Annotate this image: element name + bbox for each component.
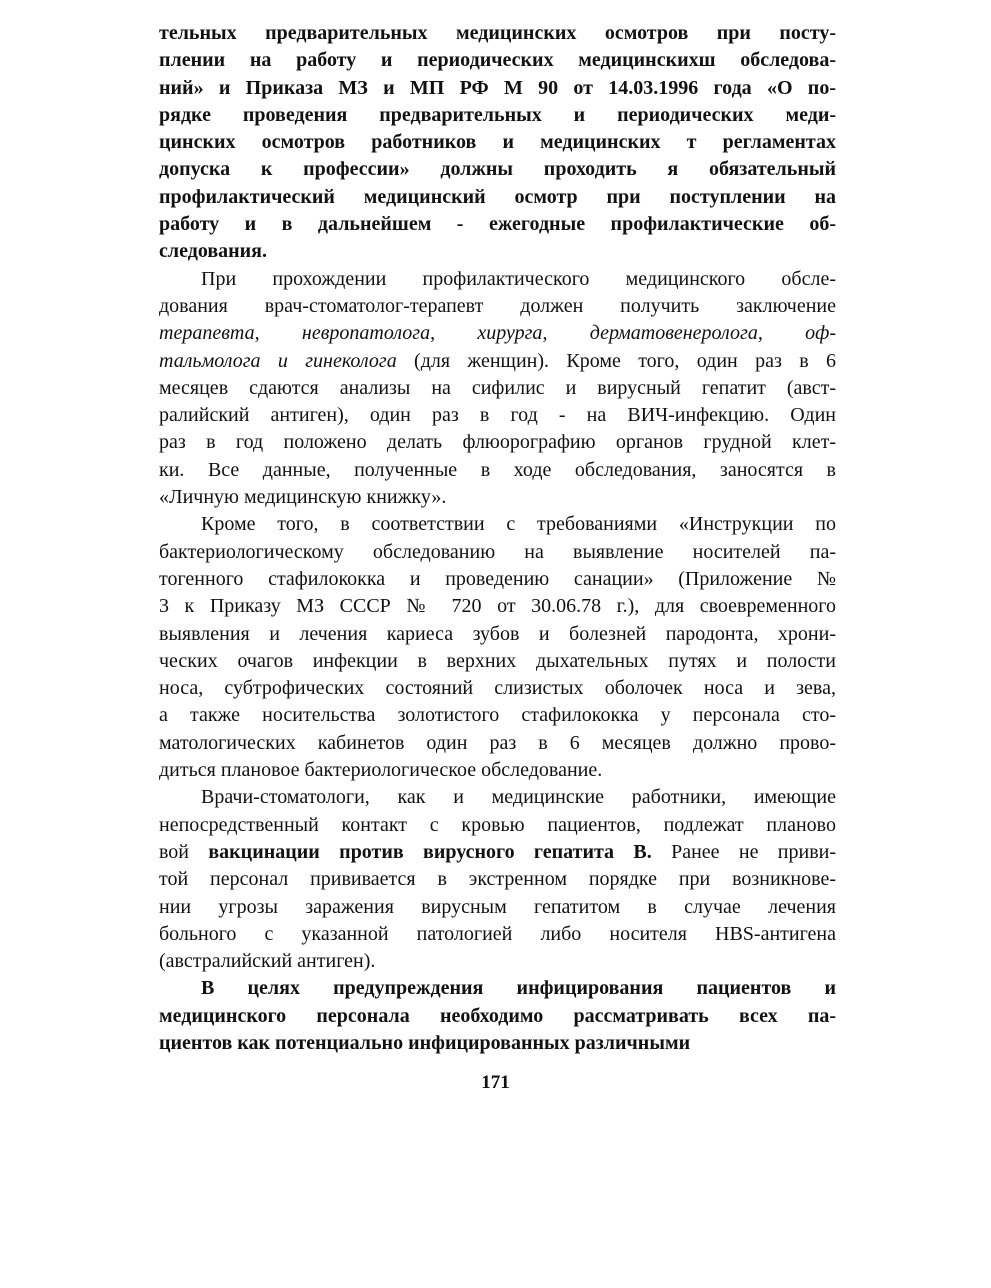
- text-segment: ческих очагов инфекции в верхних дыхательных путях и полости: [159, 649, 836, 672]
- text-line: [159, 348, 836, 375]
- bold-text: вакцинации против вирусного гепатита В.: [208, 840, 652, 863]
- text-line: [159, 784, 836, 811]
- bold-text: тельных предварительных медицинских осмотров при посту-: [159, 22, 836, 44]
- text-segment: Врачи-стоматологи, как и медицинские работники, имеющие: [201, 786, 836, 809]
- bold-text: профилактический медицинский осмотр при поступлении на: [159, 185, 836, 208]
- text-line: [159, 402, 836, 429]
- text-segment: непосредственный контакт с кровью пациентов, подлежат планово: [159, 813, 836, 836]
- text-segment: 3 к Приказу МЗ СССР № 720 от 30.06.78 г.), для своевременного: [159, 595, 836, 618]
- text-line: [159, 566, 836, 593]
- text-segment: ,: [254, 322, 302, 345]
- bold-text: В целях предупреждения инфицирования пациентов и: [201, 977, 836, 1000]
- bold-text: цинских осмотров работников и медицинских т регламентах: [159, 131, 836, 154]
- text-line: [159, 320, 836, 347]
- text-line: [159, 1003, 836, 1030]
- bold-text: ний» и Приказа МЗ и МП РФ М 90 от 14.03.1996 года «О по-: [159, 76, 836, 99]
- text-line: [159, 266, 836, 293]
- text-segment: ,: [430, 322, 478, 345]
- text-line: [159, 211, 836, 238]
- text-line: [159, 757, 836, 784]
- text-line: [159, 921, 836, 948]
- text-segment: ралийский антиген), один раз в год - на ВИЧ-инфекцию. Один: [159, 404, 836, 427]
- text-segment: носа, субтрофических состояний слизистых оболочек носа и зева,: [159, 677, 836, 700]
- text-line: [159, 47, 836, 74]
- text-line: [159, 702, 836, 729]
- italic-text: невропатолога: [301, 322, 431, 345]
- text-segment: ки. Все данные, полученные в ходе обследования, заносятся в: [159, 458, 836, 481]
- italic-text: дерматовенеролога, оф-: [589, 322, 836, 345]
- text-line: [159, 375, 836, 402]
- text-segment: Кроме того, в соответствии с требованиями «Инструкции по: [201, 513, 836, 536]
- page-body: [159, 20, 836, 1057]
- text-segment: ,: [542, 322, 590, 345]
- italic-text: тальмолога и гинеколога: [159, 349, 397, 372]
- text-line: [159, 129, 836, 156]
- text-segment: (для женщин). Кроме того, один раз в 6: [396, 349, 836, 372]
- paragraph-3: [159, 511, 836, 784]
- text-line: [159, 593, 836, 620]
- text-segment: (австралийский антиген).: [159, 950, 376, 973]
- text-line: [159, 975, 836, 1002]
- text-line: [159, 839, 836, 866]
- text-segment: раз в год положено делать флюорографию органов грудной клет-: [159, 431, 836, 454]
- italic-text: хирурга: [477, 322, 543, 345]
- text-line: [159, 293, 836, 320]
- paragraph-5: [159, 975, 836, 1057]
- text-line: [159, 184, 836, 211]
- text-segment: При прохождении профилактического медицинского обсле-: [201, 267, 836, 290]
- text-line: [159, 621, 836, 648]
- bold-text: работу и в дальнейшем - ежегодные профилактические об-: [159, 213, 836, 236]
- text-segment: дования врач-стоматолог-терапевт должен получить заключение: [159, 294, 836, 317]
- paragraph-1: [159, 20, 836, 266]
- text-line: [159, 648, 836, 675]
- bold-text: допуска к профессии» должны проходить я обязательный: [159, 158, 836, 181]
- text-line: [159, 730, 836, 757]
- text-line: [159, 238, 836, 265]
- text-segment: нии угрозы заражения вирусным гепатитом в случае лечения: [159, 895, 836, 918]
- text-segment: больного с указанной патологией либо носителя HBS-антигена: [159, 922, 836, 945]
- text-line: [159, 675, 836, 702]
- text-line: [159, 457, 836, 484]
- bold-text: следования.: [159, 240, 267, 263]
- text-line: [159, 948, 836, 975]
- bold-text: рядке проведения предварительных и периодических меди-: [159, 103, 836, 126]
- bold-text: медицинского персонала необходимо рассматривать всех па-: [159, 1004, 836, 1027]
- text-segment: вой: [159, 840, 209, 863]
- text-segment: Ранее не приви-: [651, 840, 837, 863]
- paragraph-4: [159, 784, 836, 975]
- page-number: 171: [481, 1072, 510, 1093]
- text-segment: выявления и лечения кариеса зубов и болезней пародонта, хрони-: [159, 622, 836, 645]
- text-segment: «Личную медицинскую книжку».: [159, 486, 447, 509]
- text-line: [159, 156, 836, 183]
- text-line: [159, 894, 836, 921]
- text-segment: матологических кабинетов один раз в 6 месяцев должно прово-: [159, 731, 836, 754]
- italic-text: терапевта: [159, 322, 255, 345]
- text-line: [159, 20, 836, 47]
- text-line: [159, 539, 836, 566]
- text-line: [159, 511, 836, 538]
- text-segment: бактериологическому обследованию на выявление носителей па-: [159, 540, 836, 563]
- text-segment: а также носительства золотистого стафилококка у персонала сто-: [159, 704, 836, 727]
- text-line: [159, 484, 836, 511]
- bold-text: циентов как потенциально инфицированных различными: [159, 1031, 691, 1054]
- text-line: [159, 812, 836, 839]
- text-line: [159, 429, 836, 456]
- paragraph-2: [159, 266, 836, 512]
- text-segment: месяцев сдаются анализы на сифилис и вирусный гепатит (авст-: [159, 376, 836, 399]
- text-segment: той персонал прививается в экстренном порядке при возникнове-: [159, 868, 836, 891]
- text-line: [159, 102, 836, 129]
- text-line: [159, 1030, 836, 1057]
- text-segment: диться плановое бактериологическое обследование.: [159, 759, 603, 782]
- text-segment: тогенного стафилококка и проведению санации» (Приложение №: [159, 567, 836, 590]
- text-line: [159, 866, 836, 893]
- bold-text: плении на работу и периодических медицинскихш обследова-: [159, 49, 836, 72]
- text-line: [159, 75, 836, 102]
